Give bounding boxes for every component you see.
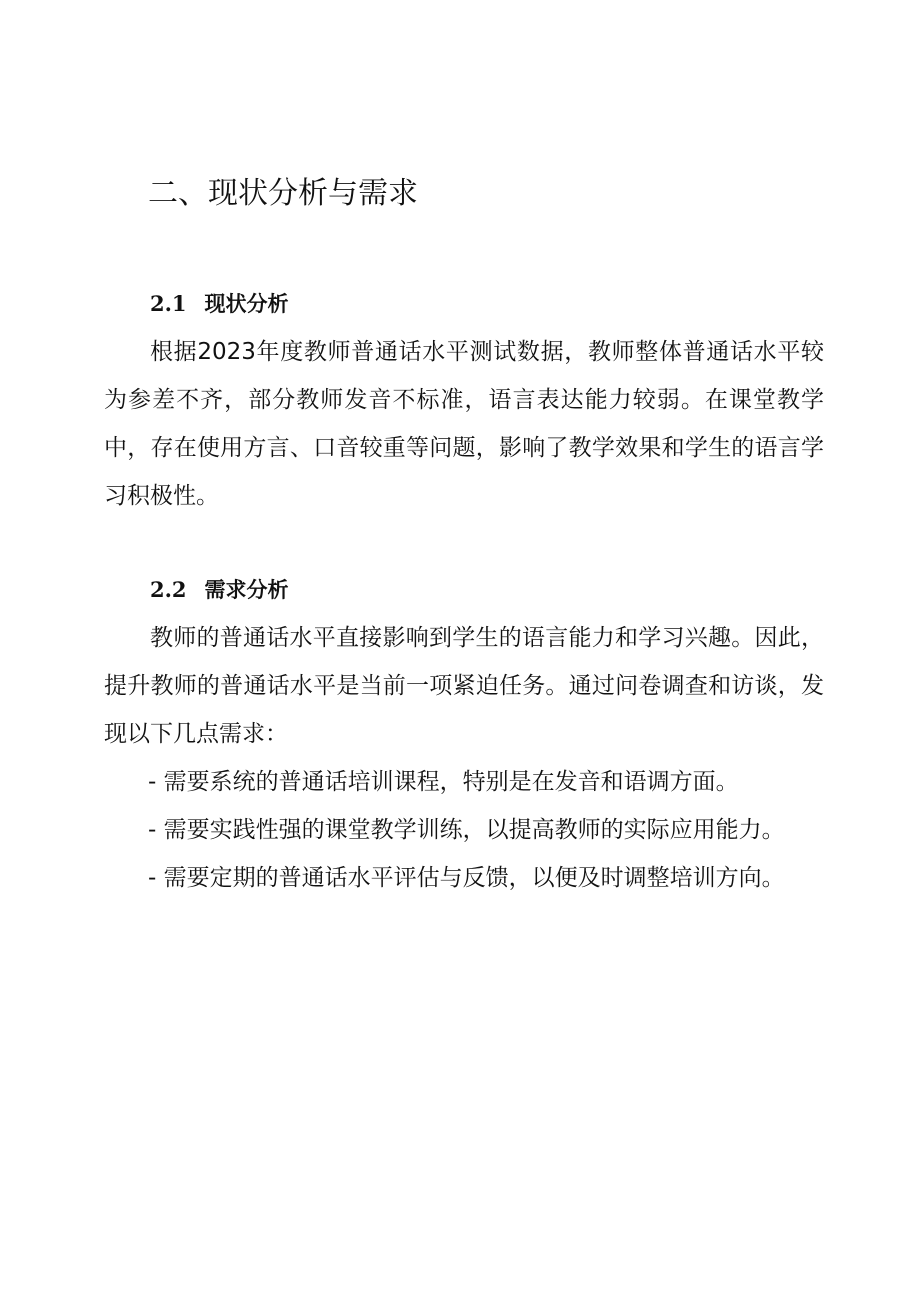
need-list-item: - 需要实践性强的课堂教学训练，以提高教师的实际应用能力。	[148, 817, 785, 843]
section-number: 2.1	[150, 291, 187, 316]
need-list-item: - 需要定期的普通话水平评估与反馈，以便及时调整培训方向。	[148, 865, 785, 891]
section-2-1-paragraph: 根据2023年度教师普通话水平测试数据，教师整体普通话水平较为参差不齐，部分教师发音不标准，语言表达能力较弱。在课堂教学中，存在使用方言、口音较重等问题，影响了教学效果和学生的语言学习积极性。	[104, 339, 824, 509]
section-heading-2-2	[150, 574, 289, 604]
section-2-2-paragraph: 教师的普通话水平直接影响到学生的语言能力和学习兴趣。因此，提升教师的普通话水平是当前一项紧迫任务。通过问卷调查和访谈，发现以下几点需求：	[104, 625, 824, 747]
section-heading-2-1	[150, 288, 289, 318]
chapter-title: 二、现状分析与需求	[148, 176, 418, 211]
section-title: 需求分析	[204, 578, 289, 602]
section-number: 2.2	[150, 577, 187, 602]
section-title: 现状分析	[204, 292, 289, 316]
need-list-item: - 需要系统的普通话培训课程，特别是在发音和语调方面。	[148, 769, 739, 795]
